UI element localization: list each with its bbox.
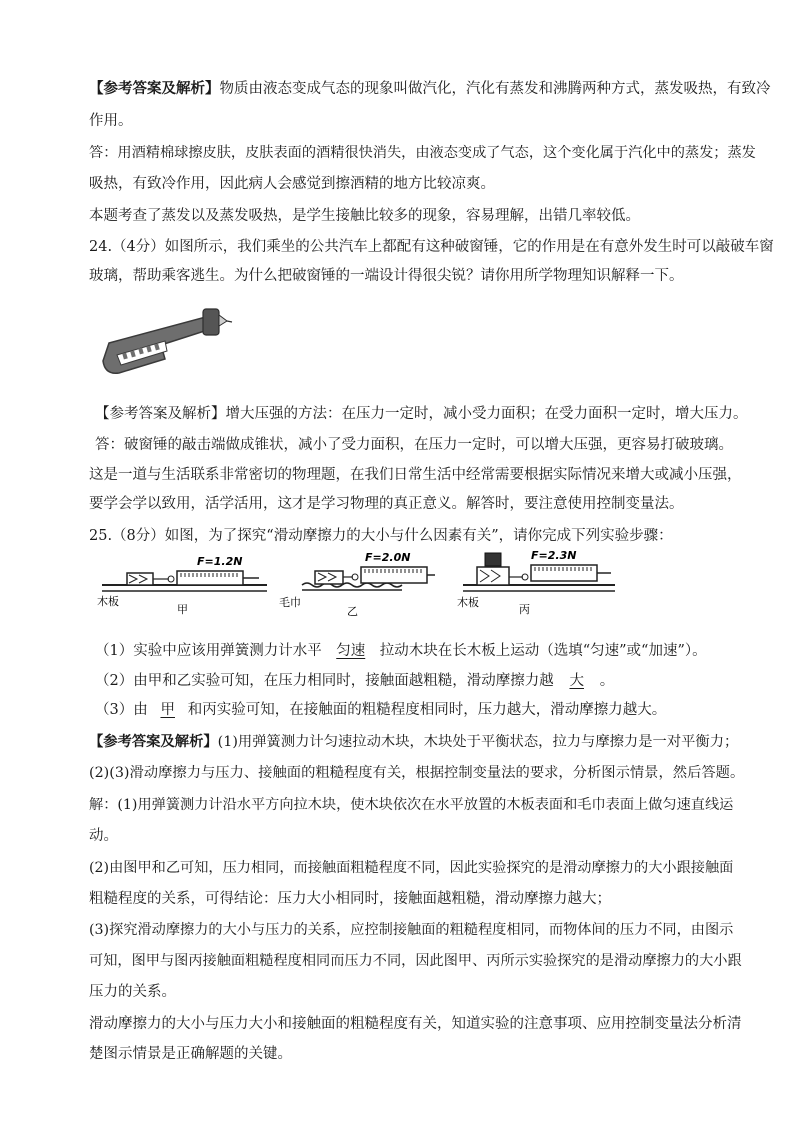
figure-name: 丙 [519,603,530,615]
q24-line2: 玻璃，帮助乘客逃生。为什么把破窗锤的一端设计得很尖锐？请你用所学物理知识解释一下。 [89,268,684,284]
q25-explain-line10: 滑动摩擦力的大小与压力大小和接触面的粗糙程度有关，知道实验的注意事项、应用控制变量法分析清 [89,1016,742,1032]
analysis-tag: 【参考答案及解析】 [89,80,220,97]
q25-explain-line5: (2)由图甲和乙可知，压力相同，而接触面粗糙程度不同，因此实验探究的是滑动摩擦力的大小跟接触面 [89,860,734,876]
q25-step1 [95,641,707,661]
weight-on-block [485,553,501,566]
wood-block [127,573,153,585]
board-surface [463,585,615,591]
q25-explain-line6: 粗糙程度的关系，可得结论：压力大小相同时，接触面越粗糙，滑动摩擦力越大； [89,891,611,907]
q25-explain-line3: 解：(1)用弹簧测力计沿水平方向拉木块，使木块依次在水平放置的木板表面和毛巾表面上做匀速直线运 [89,797,734,813]
step1-prefix: （1）实验中应该用弹簧测力计水平 [95,643,322,659]
analysis-text: 物质由液态变成气态的现象叫做汽化，汽化有蒸发和沸腾两种方式，蒸发吸热，有致冷 [219,81,771,97]
step3-suffix: 和丙实验可知，在接触面的粗糙程度相同时，压力越大，滑动摩擦力越大。 [187,702,667,718]
force-label: F=1.2N [197,555,243,568]
experiment-figure-jia [97,553,277,615]
analysis-tag: 【参考答案及解析】 [95,406,226,422]
q25-step3 [95,700,666,720]
surface-label: 木板 [457,596,479,609]
force-label: F=2.3N [531,549,577,562]
analysis-text: 增大压强的方法：在压力一定时，减小受力面积；在受力面积一定时，增大压力。 [225,406,748,422]
analysis23-line1 [89,79,771,99]
q24-line1: 24.（4分）如图所示，我们乘坐的公共汽车上都配有这种破窗锤，它的作用是在有意外发生时可以敲破车窗 [89,239,774,255]
step2-answer-blank: 大 [569,673,584,689]
q25-explain-line4: 动。 [89,828,118,844]
surface-label: 木板 [97,595,119,608]
q25-explain-line2: (2)(3)滑动摩擦力与压力、接触面的粗糙程度有关，根据控制变量法的要求，分析图示情景，然后答题。 [89,765,745,781]
analysis23-line3: 答：用酒精棉球擦皮肤，皮肤表面的酒精很快消失，由液态变成了气态，这个变化属于汽化中的蒸发；蒸发 [89,145,756,161]
figure-name: 甲 [177,603,188,615]
step2-suffix: 。 [599,673,615,689]
q24-answer-line2: 答：破窗锤的敲击端做成锥状，减小了受力面积，在压力一定时，可以增大压强，更容易打破玻璃。 [95,437,733,453]
step3-prefix: （3）由 [95,702,148,718]
analysis-tag: 【参考答案及解析】 [89,734,218,750]
board-surface [102,585,267,591]
hammer-head [203,309,232,335]
spring-scale [509,565,611,581]
wood-block [477,567,509,585]
q25-explain-line9: 压力的关系。 [89,984,176,1000]
analysis23-line2: 作用。 [89,113,133,129]
spring-scale [343,567,435,583]
window-breaker-hammer-figure [95,295,235,385]
surface-label: 毛巾 [279,596,301,609]
q24-answer-line4: 要学会学以致用，活学活用，这才是学习物理的真正意义。解答时，要注意使用控制变量法。 [89,496,684,512]
q25-explain-line7: (3)探究滑动摩擦力的大小与压力的关系，应控制接触面的粗糙程度相同，而物体间的压力不同，由图示 [89,922,734,938]
analysis23-line4: 吸热，有致冷作用，因此病人会感觉到擦酒精的地方比较凉爽。 [89,176,495,192]
q25-explain-line8: 可知，图甲与图丙接触面粗糙程度相同而压力不同，因此图甲、丙所示实验探究的是滑动摩擦力的大小跟 [89,953,742,969]
q25-explain-line1 [89,732,738,752]
q24-answer-line3: 这是一道与生活联系非常密切的物理题，在我们日常生活中经常需要根据实际情况来增大或减小压强， [89,467,742,483]
experiment-figure-yi [277,549,437,617]
figure-name: 乙 [347,605,358,617]
step1-suffix: 拉动木块在长木板上运动（选填“匀速”或“加速”）。 [379,643,707,659]
step3-answer-blank: 甲 [160,702,175,718]
step1-answer-blank: 匀速 [336,643,366,659]
q25-line1: 25.（8分）如图，为了探究“滑动摩擦力的大小与什么因素有关”，请你完成下列实验步骤： [89,528,673,544]
q25-explain-line11: 楚图示情景是正确解题的关键。 [89,1046,292,1062]
q24-answer-line1 [95,404,748,424]
wood-block [315,571,343,584]
analysis23-line5: 本题考查了蒸发以及蒸发吸热，是学生接触比较多的现象，容易理解，出错几率较低。 [89,208,640,224]
step2-prefix: （2）由甲和乙实验可知，在压力相同时，接触面越粗糙，滑动摩擦力越 [95,673,554,689]
q25-step2 [95,671,614,691]
hammer-handle [103,315,217,373]
analysis-text: (1)用弹簧测力计匀速拉动木块，木块处于平衡状态，拉力与摩擦力是一对平衡力； [217,734,739,750]
experiment-figure-bing [455,545,625,615]
force-label: F=2.0N [365,551,411,564]
spring-scale [153,571,259,585]
